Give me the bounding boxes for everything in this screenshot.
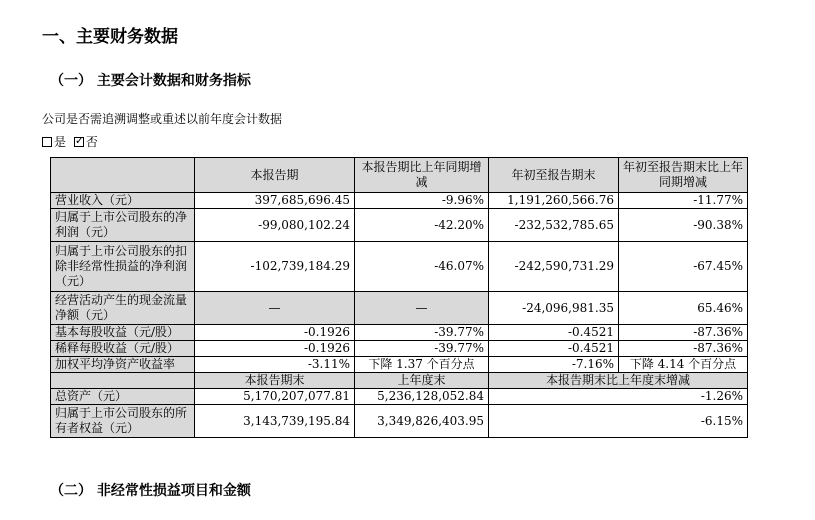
table-row (51, 341, 748, 357)
restatement-options (42, 133, 98, 150)
table-cell: -0.4521 (489, 341, 619, 357)
subsection-title-main-data: （一） 主要会计数据和财务指标 (50, 73, 251, 89)
table-cell: -11.77% (619, 193, 748, 209)
table-cell: -242,590,731.29 (489, 242, 619, 292)
table-cell: -7.16% (489, 357, 619, 373)
table-cell: -3.11% (195, 357, 355, 373)
checkbox-empty-icon[interactable] (42, 137, 52, 147)
header-cell (51, 373, 195, 389)
table-cell: — (195, 292, 355, 325)
table-cell: 3,349,826,403.95 (355, 405, 489, 438)
table-cell: -90.38% (619, 209, 748, 242)
table-cell: -9.96% (355, 193, 489, 209)
table-cell: -6.15% (489, 405, 748, 438)
header-cell (51, 158, 195, 193)
table-cell: -0.1926 (195, 341, 355, 357)
table-cell: -87.36% (619, 325, 748, 341)
option-no-label: 否 (85, 135, 98, 149)
row-label: 归属于上市公司股东的净利润（元） (51, 209, 195, 242)
table-cell: -42.20% (355, 209, 489, 242)
table-cell: — (355, 292, 489, 325)
table-cell: 1,191,260,566.76 (489, 193, 619, 209)
option-yes-label: 是 (54, 135, 67, 149)
header-cell: 上年度末 (355, 373, 489, 389)
header-cell: 本报告期 (195, 158, 355, 193)
table-cell: -39.77% (355, 325, 489, 341)
table-cell: 5,170,207,077.81 (195, 389, 355, 405)
header-cell: 年初至报告期末比上年同期增减 (619, 158, 748, 193)
subsection-title-non-recurring: （二） 非经常性损益项目和金额 (50, 483, 251, 499)
header-cell: 本报告期末比上年度末增减 (489, 373, 748, 389)
table-cell: -1.26% (489, 389, 748, 405)
row-label: 基本每股收益（元/股） (51, 325, 195, 341)
table-cell: 3,143,739,195.84 (195, 405, 355, 438)
table-cell: 下降 1.37 个百分点 (355, 357, 489, 373)
table-header-row (51, 158, 748, 193)
row-label: 总资产（元） (51, 389, 195, 405)
row-label: 归属于上市公司股东的所有者权益（元） (51, 405, 195, 438)
row-label: 稀释每股收益（元/股） (51, 341, 195, 357)
checkbox-checked-icon[interactable] (74, 137, 84, 147)
row-label: 营业收入（元） (51, 193, 195, 209)
table-cell: -102,739,184.29 (195, 242, 355, 292)
header-cell: 本报告期末 (195, 373, 355, 389)
table-row (51, 325, 748, 341)
table-cell: 5,236,128,052.84 (355, 389, 489, 405)
restatement-question: 公司是否需追溯调整或重述以前年度会计数据 (42, 112, 283, 126)
table-row (51, 405, 748, 438)
table-cell: -39.77% (355, 341, 489, 357)
row-label: 归属于上市公司股东的扣除非经常性损益的净利润（元） (51, 242, 195, 292)
table-header-row (51, 373, 748, 389)
table-cell: -0.4521 (489, 325, 619, 341)
table-row (51, 209, 748, 242)
table-row (51, 242, 748, 292)
row-label: 经营活动产生的现金流量净额（元） (51, 292, 195, 325)
row-label: 加权平均净资产收益率 (51, 357, 195, 373)
table-cell: -24,096,981.35 (489, 292, 619, 325)
table-cell: -232,532,785.65 (489, 209, 619, 242)
table-cell: 397,685,696.45 (195, 193, 355, 209)
section-title: 一、主要财务数据 (42, 27, 178, 47)
table-cell: -67.45% (619, 242, 748, 292)
table-cell: 下降 4.14 个百分点 (619, 357, 748, 373)
header-cell: 年初至报告期末 (489, 158, 619, 193)
table-row (51, 357, 748, 373)
table-row (51, 193, 748, 209)
header-cell: 本报告期比上年同期增减 (355, 158, 489, 193)
table-cell: -46.07% (355, 242, 489, 292)
financial-data-table (50, 157, 748, 438)
table-row (51, 292, 748, 325)
table-cell: -99,080,102.24 (195, 209, 355, 242)
table-row (51, 389, 748, 405)
table-cell: -87.36% (619, 341, 748, 357)
table-cell: 65.46% (619, 292, 748, 325)
table-cell: -0.1926 (195, 325, 355, 341)
